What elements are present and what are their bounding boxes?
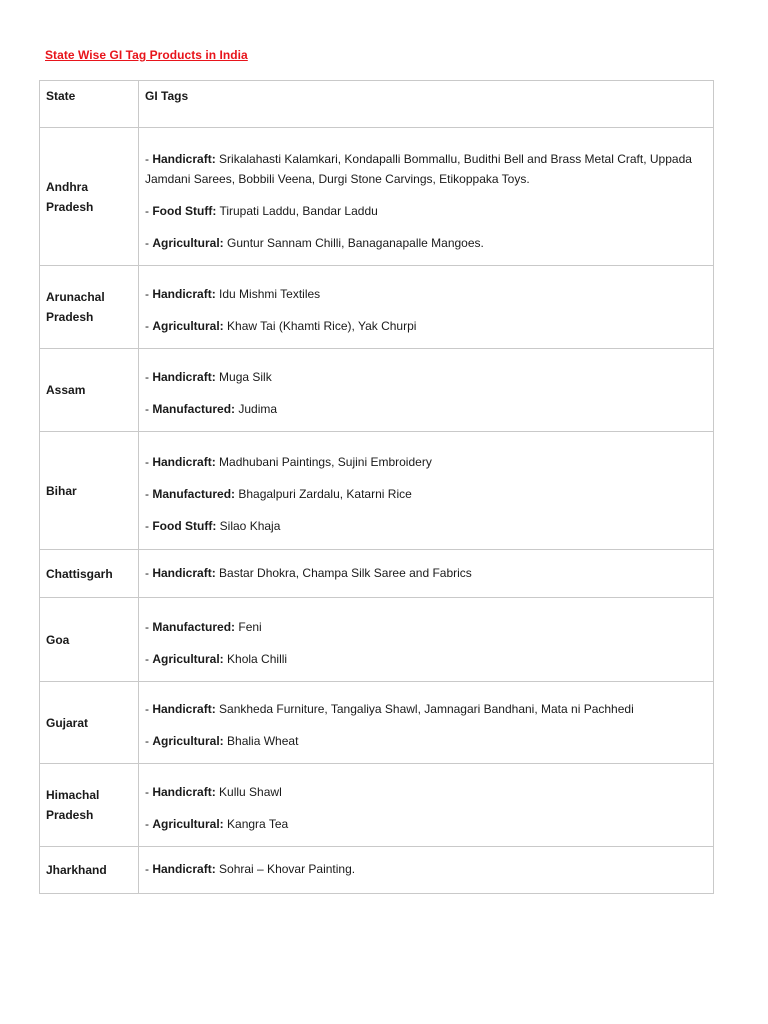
- gi-tag-category: Handicraft:: [152, 454, 216, 469]
- state-cell: [40, 128, 139, 266]
- state-name: Bihar: [46, 483, 77, 498]
- gi-tag-items: Tirupati Laddu, Bandar Laddu: [219, 203, 378, 218]
- gi-tags-cell: [139, 598, 714, 682]
- state-cell: [40, 847, 139, 894]
- gi-tags-cell: [139, 682, 714, 764]
- gi-tag-line: - Handicraft: Bastar Dhokra, Champa Silk Saree and Fabrics: [145, 565, 472, 580]
- state-cell: [40, 349, 139, 432]
- header-state-label: State: [46, 89, 76, 103]
- gi-tag-category: Handicraft:: [152, 784, 216, 799]
- table-header-row: [40, 81, 714, 128]
- state-name: Andhra Pradesh: [46, 179, 94, 214]
- gi-tag-category: Agricultural:: [152, 651, 224, 666]
- gi-tag-category: Manufactured:: [152, 619, 236, 634]
- gi-tags-cell: [139, 847, 714, 894]
- gi-tag-line: - Handicraft: Muga Silk: [145, 370, 272, 384]
- gi-tag-category: Agricultural:: [152, 319, 224, 333]
- table-row: [40, 432, 714, 550]
- gi-tag-line: - Food Stuff: Silao Khaja: [145, 518, 281, 533]
- state-name: Arunachal Pradesh: [46, 290, 105, 324]
- gi-tag-category: Food Stuff:: [152, 203, 217, 218]
- gi-tags-cell: [139, 764, 714, 847]
- gi-tag-items: Feni: [238, 619, 262, 634]
- gi-tag-items: Bastar Dhokra, Champa Silk Saree and Fabrics: [219, 565, 472, 580]
- gi-tag-category: Handicraft:: [152, 287, 216, 301]
- gi-tag-line: - Agricultural: Kangra Tea: [145, 816, 289, 831]
- gi-tags-cell: [139, 128, 714, 266]
- state-cell: [40, 682, 139, 764]
- gi-tag-line: - Handicraft: Madhubani Paintings, Sujini Embroidery: [145, 454, 432, 469]
- gi-tags-cell: [139, 266, 714, 349]
- gi-tag-category: Handicraft:: [152, 151, 216, 166]
- gi-tag-line: - Handicraft: Sohrai – Khovar Painting.: [145, 862, 356, 876]
- gi-tag-line: - Manufactured: Bhagalpuri Zardalu, Katarni Rice: [145, 486, 412, 501]
- gi-tag-items: Srikalahasti Kalamkari, Kondapalli Bommallu, Budithi Bell and Brass Metal Craft, Uppada Jamdani Sarees, Bobbili Veena, Durgi Stone Carvings, Etikoppaka Toys.: [145, 151, 692, 186]
- gi-tag-table: [39, 80, 714, 894]
- state-name: Himachal Pradesh: [46, 788, 100, 822]
- header-gi-tags-cell: [139, 81, 714, 128]
- gi-tag-line: - Handicraft: Kullu Shawl: [145, 784, 282, 799]
- gi-tag-line: - Agricultural: Bhalia Wheat: [145, 733, 299, 748]
- gi-tag-category: Food Stuff:: [152, 518, 217, 533]
- gi-tag-line: - Handicraft: Srikalahasti Kalamkari, Kondapalli Bommallu, Budithi Bell and Brass Metal Craft, Uppada Jamdani Sarees, Bobbili Veena, Durgi Stone Carvings, Etikoppaka Toys.: [145, 151, 692, 186]
- gi-tag-items: Bhalia Wheat: [227, 733, 299, 748]
- gi-tag-line: - Handicraft: Idu Mishmi Textiles: [145, 287, 321, 301]
- gi-tag-line: - Agricultural: Khaw Tai (Khamti Rice), Yak Churpi: [145, 319, 417, 333]
- table-row: [40, 682, 714, 764]
- gi-tag-line: - Agricultural: Khola Chilli: [145, 651, 288, 666]
- gi-tag-category: Handicraft:: [152, 565, 216, 580]
- table-row: [40, 550, 714, 598]
- gi-tag-line: - Agricultural: Guntur Sannam Chilli, Banaganapalle Mangoes.: [145, 235, 484, 250]
- gi-tag-line: - Food Stuff: Tirupati Laddu, Bandar Laddu: [145, 203, 378, 218]
- gi-tags-cell: [139, 550, 714, 598]
- state-name: Jharkhand: [46, 863, 107, 877]
- gi-tag-category: Agricultural:: [152, 733, 224, 748]
- gi-tag-items: Khaw Tai (Khamti Rice), Yak Churpi: [227, 319, 417, 333]
- table-row: [40, 266, 714, 349]
- state-cell: [40, 266, 139, 349]
- page-title: State Wise GI Tag Products in India: [45, 48, 248, 62]
- gi-tag-line: - Manufactured: Judima: [145, 402, 278, 416]
- gi-tag-items: Judima: [238, 402, 278, 416]
- gi-tag-category: Manufactured:: [152, 402, 236, 416]
- table-row: [40, 349, 714, 432]
- state-name: Gujarat: [46, 715, 89, 730]
- header-state-cell: [40, 81, 139, 128]
- table-row: [40, 847, 714, 894]
- gi-tag-items: Silao Khaja: [219, 518, 281, 533]
- table-row: [40, 598, 714, 682]
- gi-tag-items: Kangra Tea: [227, 816, 289, 831]
- gi-tags-cell: [139, 432, 714, 550]
- state-cell: [40, 432, 139, 550]
- table-row: [40, 128, 714, 266]
- gi-tag-items: Khola Chilli: [227, 651, 288, 666]
- gi-tag-category: Handicraft:: [152, 370, 216, 384]
- gi-tag-items: Idu Mishmi Textiles: [219, 287, 321, 301]
- gi-tag-items: Bhagalpuri Zardalu, Katarni Rice: [238, 486, 412, 501]
- state-cell: [40, 598, 139, 682]
- gi-tag-items: Madhubani Paintings, Sujini Embroidery: [219, 454, 432, 469]
- table-row: [40, 764, 714, 847]
- gi-tags-cell: [139, 349, 714, 432]
- gi-tag-items: Sohrai – Khovar Painting.: [219, 862, 356, 876]
- state-cell: [40, 550, 139, 598]
- state-name: Goa: [46, 632, 70, 647]
- state-name: Chattisgarh: [46, 566, 113, 581]
- state-cell: [40, 764, 139, 847]
- gi-tag-items: Guntur Sannam Chilli, Banaganapalle Mangoes.: [227, 235, 484, 250]
- gi-tag-items: Sankheda Furniture, Tangaliya Shawl, Jamnagari Bandhani, Mata ni Pachhedi: [219, 701, 634, 716]
- gi-tag-line: - Manufactured: Feni: [145, 619, 262, 634]
- gi-tag-category: Agricultural:: [152, 816, 224, 831]
- header-gi-tags-label: GI Tags: [145, 89, 189, 103]
- gi-tag-line: - Handicraft: Sankheda Furniture, Tangaliya Shawl, Jamnagari Bandhani, Mata ni Pachhedi: [145, 701, 634, 716]
- gi-tag-category: Manufactured:: [152, 486, 236, 501]
- gi-tag-category: Agricultural:: [152, 235, 224, 250]
- gi-tag-items: Muga Silk: [219, 370, 272, 384]
- gi-tag-category: Handicraft:: [152, 701, 216, 716]
- gi-tag-items: Kullu Shawl: [219, 784, 282, 799]
- gi-tag-category: Handicraft:: [152, 862, 216, 876]
- state-name: Assam: [46, 383, 86, 397]
